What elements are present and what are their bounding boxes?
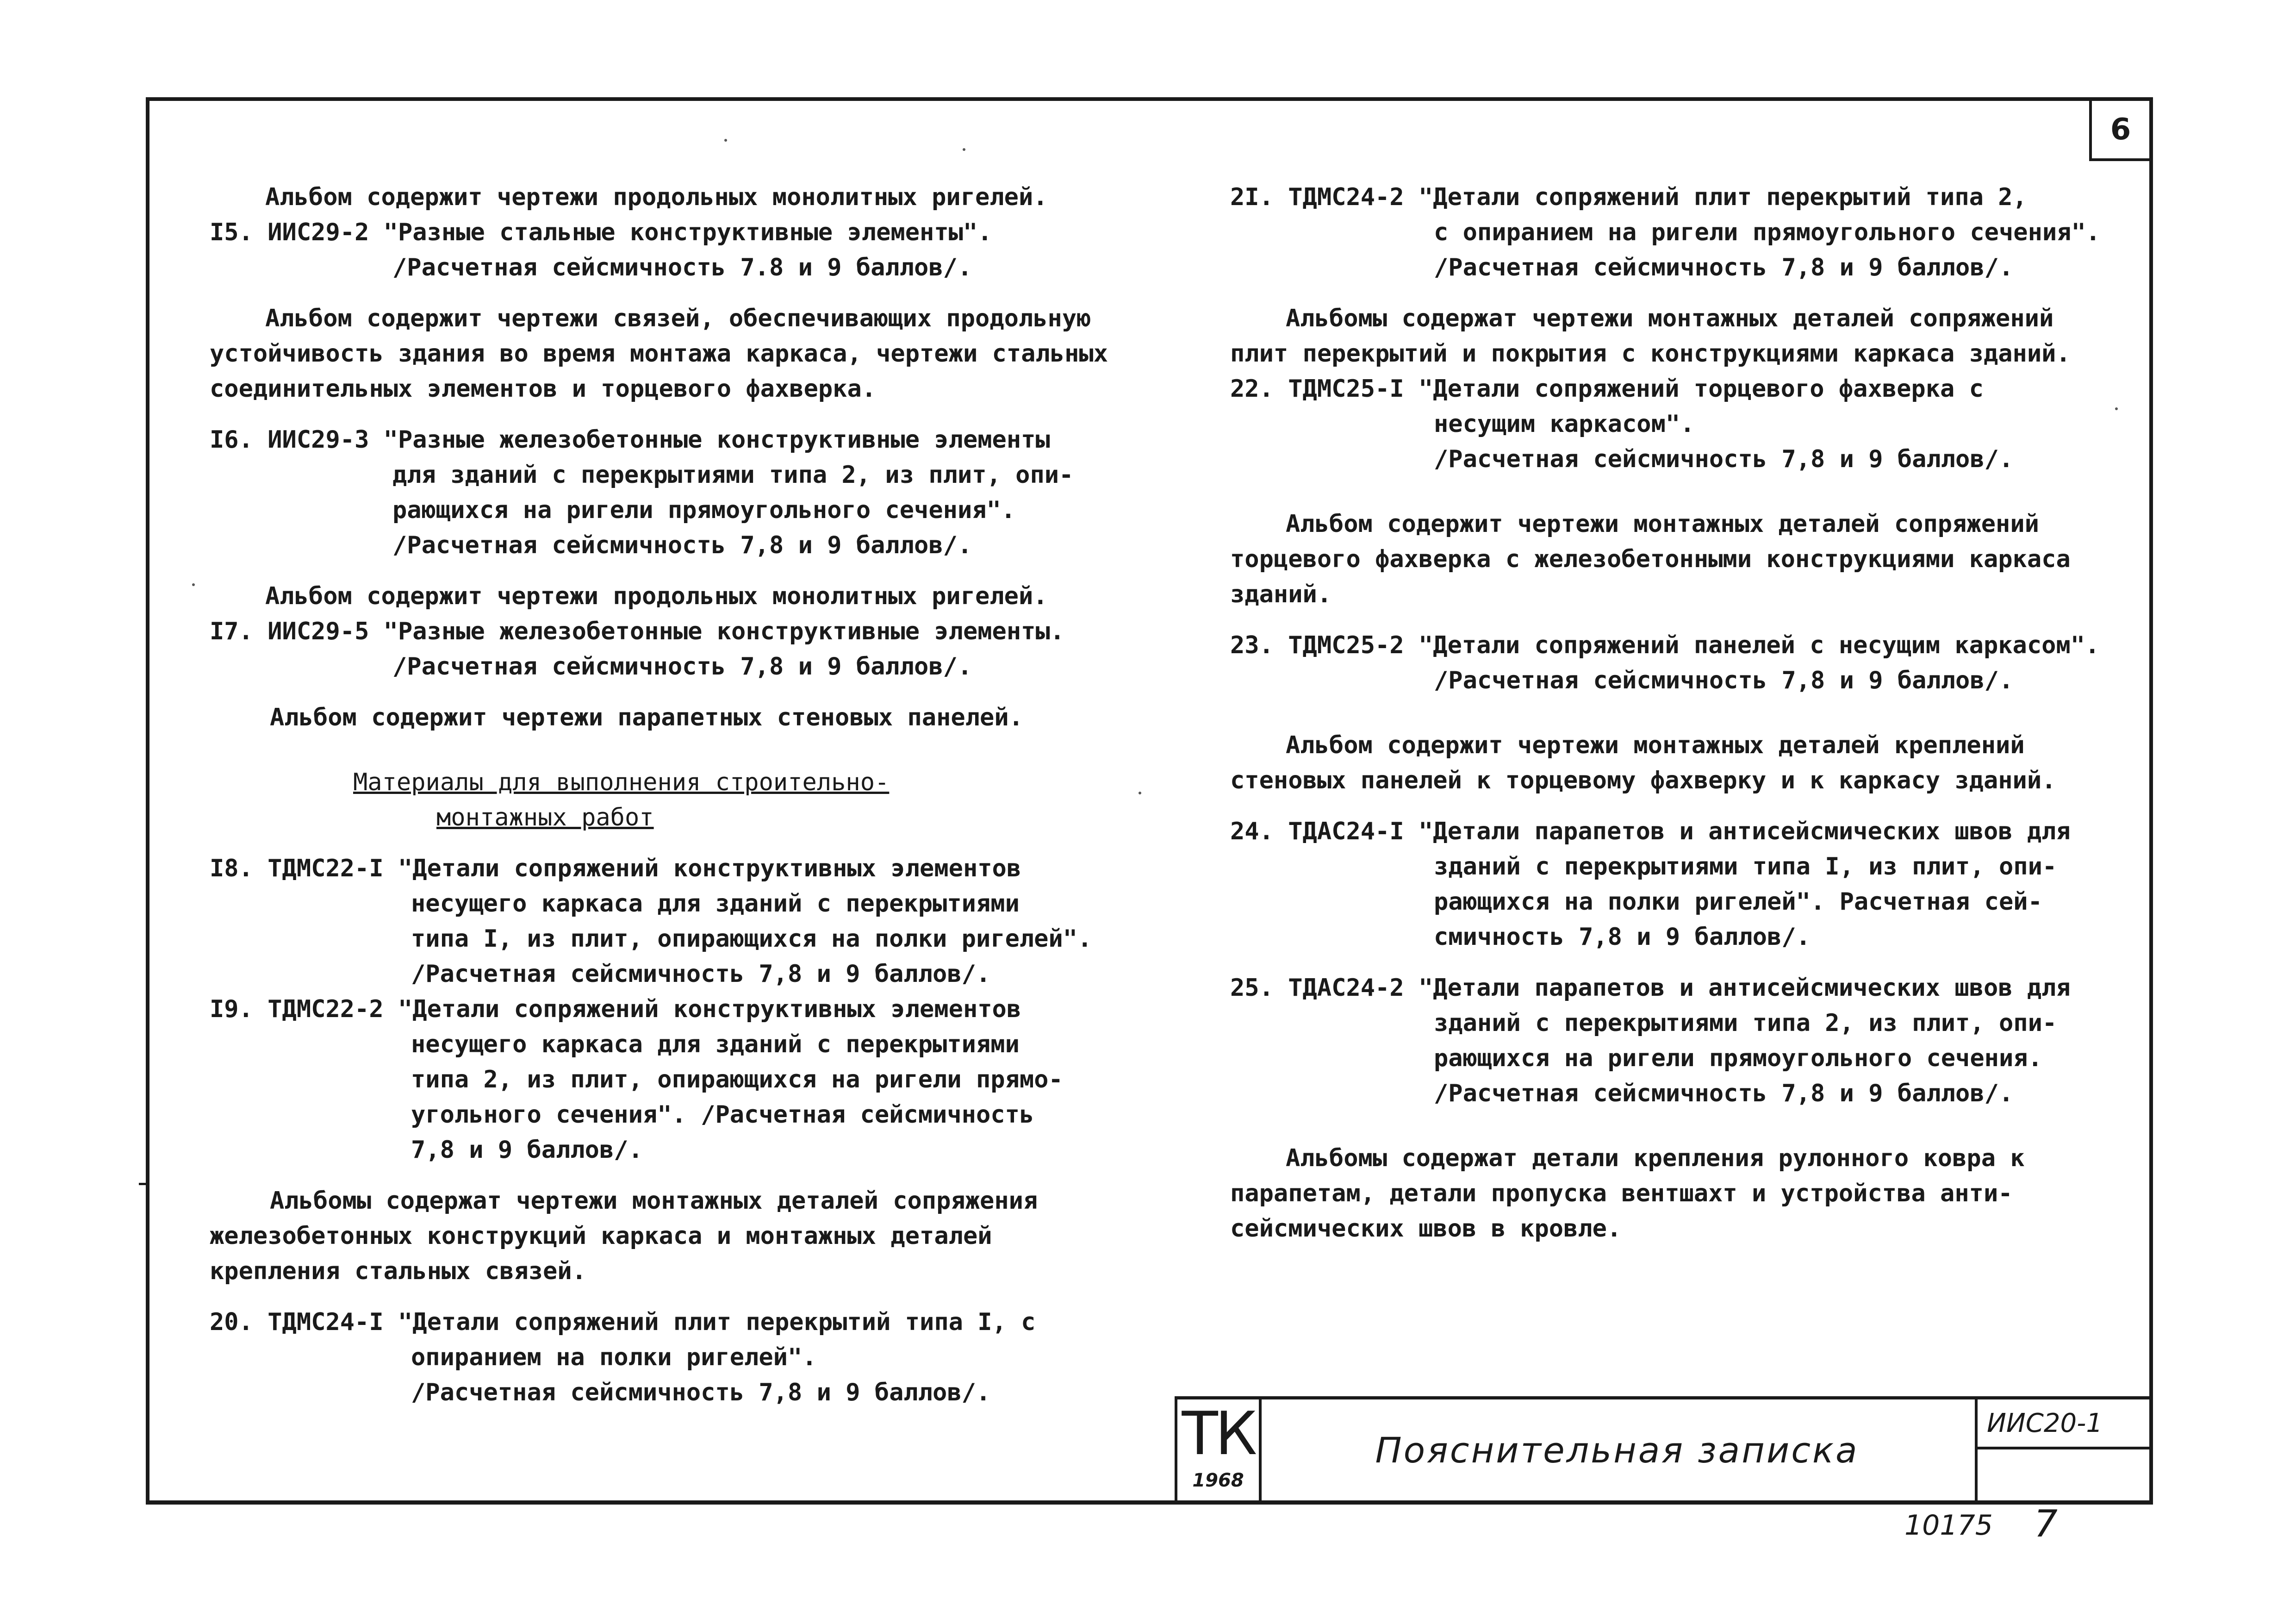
section-heading: монтажных работ (436, 804, 654, 831)
text-line: крепления стальных связей. (210, 1257, 586, 1285)
list-item-25: 25. ТДАС24-2 "Детали парапетов и антисейсмических швов для (1230, 974, 2071, 1002)
text-line: зданий с перекрытиями типа I, из плит, опи- (1434, 853, 2057, 881)
drawing-frame (146, 97, 2153, 1505)
text-line: несущим каркасом". (1434, 410, 1695, 438)
section-heading: Материалы для выполнения строительно- (353, 768, 890, 796)
list-item-21: 2I. ТДМС24-2 "Детали сопряжений плит перекрытий типа 2, (1230, 183, 2027, 211)
text-line: /Расчетная сейсмичность 7,8 и 9 баллов/. (1434, 254, 2014, 281)
text-line: рающихся на ригели прямоугольного сечения. (1434, 1044, 2042, 1072)
text-line: железобетонных конструкций каркаса и монтажных деталей (210, 1222, 992, 1250)
scan-speck (963, 148, 965, 151)
document-title: Пояснительная записка (1375, 1429, 1859, 1471)
text-line: /Расчетная сейсмичность 7,8 и 9 баллов/. (1434, 1080, 2014, 1107)
text-line: Альбом содержит чертежи связей, обеспечивающих продольную (265, 305, 1091, 332)
text-line: соединительных элементов и торцевого фахверка. (210, 375, 877, 403)
list-item-23: 23. ТДМС25-2 "Детали сопряжений панелей с несущим каркасом". (1230, 631, 2100, 659)
text-line: /Расчетная сейсмичность 7,8 и 9 баллов/. (411, 960, 991, 988)
text-line: парапетам, детали пропуска вентшахт и устройства анти- (1230, 1180, 2013, 1207)
page-number: 7 (2034, 1502, 2058, 1545)
list-item-22: 22. ТДМС25-I "Детали сопряжений торцевого фахверка с (1230, 375, 1984, 403)
text-line: с опиранием на ригели прямоугольного сечения". (1434, 219, 2101, 246)
scan-speck (192, 583, 195, 586)
text-line: Альбом содержит чертежи парапетных стеновых панелей. (270, 704, 1023, 731)
text-line: несущего каркаса для зданий с перекрытиями (411, 1031, 1020, 1058)
list-item-24: 24. ТДАС24-I "Детали парапетов и антисейсмических швов для (1230, 818, 2071, 845)
text-line: /Расчетная сейсмичность 7,8 и 9 баллов/. (1434, 445, 2014, 473)
list-item-15: I5. ИИС29-2 "Разные стальные конструктивные элементы". (210, 219, 992, 246)
scan-speck (2115, 407, 2118, 410)
text-line: зданий с перекрытиями типа 2, из плит, опи- (1434, 1009, 2057, 1037)
year-label: 1968 (1192, 1470, 1244, 1491)
list-item-18: I8. ТДМС22-I "Детали сопряжений конструктивных элементов (210, 855, 1021, 882)
text-line: Альбомы содержат чертежи монтажных деталей сопряжения (270, 1187, 1038, 1215)
text-line: торцевого фахверка с железобетонными конструкциями каркаса (1230, 545, 2071, 573)
archive-number: 10175 (1904, 1509, 1993, 1542)
text-line: /Расчетная сейсмичность 7,8 и 9 баллов/. (392, 653, 972, 681)
text-line: /Расчетная сейсмичность 7.8 и 9 баллов/. (392, 254, 972, 281)
list-item-16: I6. ИИС29-3 "Разные железобетонные конструктивные элементы (210, 426, 1050, 454)
sheet-number-box (2089, 101, 2149, 161)
text-line: Альбом содержит чертежи монтажных деталей сопряжений (1286, 510, 2039, 538)
text-line: устойчивость здания во время монтажа каркаса, чертежи стальных (210, 340, 1108, 368)
scan-speck (1139, 792, 1141, 794)
text-line: зданий. (1230, 581, 1332, 608)
text-line: для зданий с перекрытиями типа 2, из плит, опи- (392, 461, 1074, 489)
text-line: /Расчетная сейсмичность 7,8 и 9 баллов/. (411, 1379, 991, 1406)
text-line: Альбом содержит чертежи монтажных деталей креплений (1286, 731, 2025, 759)
text-line: типа I, из плит, опирающихся на полки ригелей". (411, 925, 1092, 953)
text-line: смичность 7,8 и 9 баллов/. (1434, 923, 1811, 951)
text-line: /Расчетная сейсмичность 7,8 и 9 баллов/. (1434, 667, 2014, 694)
text-line: угольного сечения". /Расчетная сейсмичность (411, 1101, 1034, 1129)
text-line: Альбом содержит чертежи продольных монолитных ригелей. (265, 582, 1048, 610)
organization-cell (1175, 1399, 1262, 1500)
left-text-column (210, 180, 1117, 1410)
text-line: Альбом содержит чертежи продольных монолитных ригелей. (265, 183, 1048, 211)
text-line: /Расчетная сейсмичность 7,8 и 9 баллов/. (392, 531, 972, 559)
text-line: несущего каркаса для зданий с перекрытиями (411, 890, 1020, 918)
text-line: Альбомы содержат чертежи монтажных деталей сопряжений (1286, 305, 2054, 332)
right-text-column (1230, 180, 2133, 1246)
text-line: стеновых панелей к торцевому фахверку и к каркасу зданий. (1230, 767, 2056, 794)
title-block (1175, 1396, 2153, 1500)
margin-tick (139, 1183, 146, 1185)
text-line: рающихся на ригели прямоугольного сечения". (392, 496, 1016, 524)
text-line: сейсмических швов в кровле. (1230, 1215, 1622, 1243)
text-line: рающихся на полки ригелей". Расчетная сей- (1434, 888, 2042, 916)
text-line: 7,8 и 9 баллов/. (411, 1136, 643, 1164)
text-line: типа 2, из плит, опирающихся на ригели прямо- (411, 1066, 1063, 1093)
text-line: Альбомы содержат детали крепления рулонного ковра к (1286, 1144, 2025, 1172)
scan-speck (724, 139, 727, 142)
list-item-17: I7. ИИС29-5 "Разные железобетонные конструктивные элементы. (210, 618, 1065, 645)
code-cell (1975, 1399, 2153, 1500)
text-line: опиранием на полки ригелей". (411, 1343, 817, 1371)
list-item-19: I9. ТДМС22-2 "Детали сопряжений конструктивных элементов (210, 995, 1021, 1023)
document-code: ИИС20-1 (1978, 1399, 2153, 1449)
tk-logo: ТК (1182, 1399, 1255, 1468)
list-item-20: 20. ТДМС24-I "Детали сопряжений плит перекрытий типа I, с (210, 1308, 1036, 1336)
sheet-number: 6 (2110, 112, 2131, 147)
text-line: плит перекрытий и покрытия с конструкциями каркаса зданий. (1230, 340, 2071, 368)
